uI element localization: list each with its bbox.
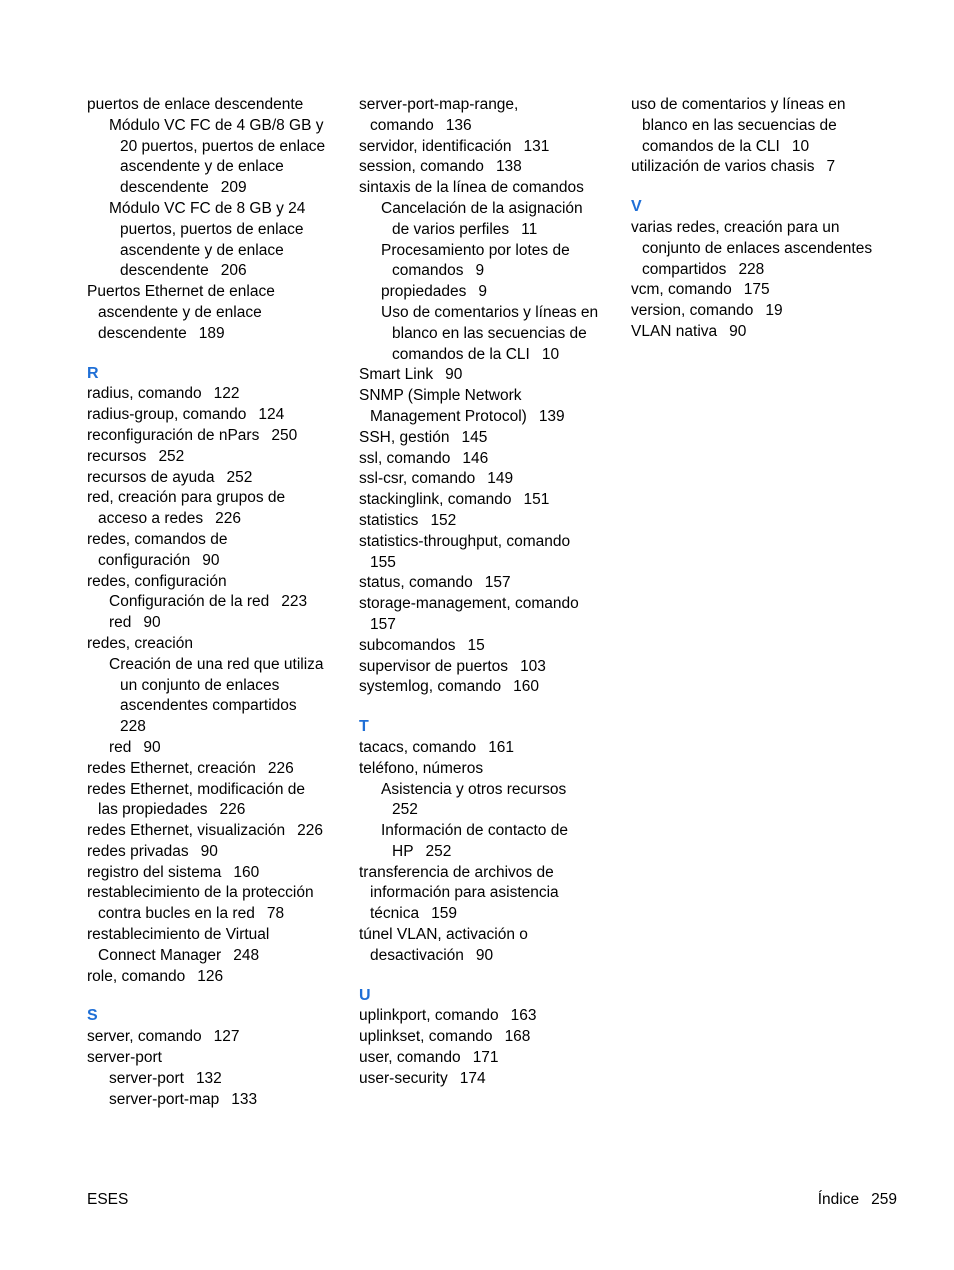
index-entry-text: vcm, comando <box>631 281 732 299</box>
index-column-3 <box>631 95 893 343</box>
index-page-ref[interactable]: 90 <box>200 842 218 860</box>
index-entry-text: redes Ethernet, creación <box>87 759 256 777</box>
index-letter-heading: V <box>631 198 642 216</box>
index-entry-text: comandos de la CLI <box>392 345 530 363</box>
index-page-ref[interactable]: 132 <box>195 1069 222 1087</box>
index-subentry <box>87 592 349 613</box>
index-entry-text: varias redes, creación para un <box>631 218 840 236</box>
index-entry-text: statistics-throughput, comando <box>359 532 571 550</box>
index-page-ref[interactable]: 175 <box>743 281 770 299</box>
index-subentry <box>87 1090 349 1111</box>
index-subentry <box>87 1069 349 1090</box>
index-entry-text: session, comando <box>359 158 484 176</box>
index-entry <box>87 572 349 593</box>
index-subentry <box>87 199 349 282</box>
index-entry-text: recursos <box>87 447 147 465</box>
index-page-ref[interactable]: 10 <box>791 137 810 155</box>
index-entry-text: las propiedades <box>98 801 208 819</box>
index-entry-text: tacacs, comando <box>359 738 477 756</box>
index-entry-text: configuración <box>98 551 191 569</box>
index-entry <box>87 447 349 468</box>
index-page-ref[interactable]: 10 <box>541 345 560 363</box>
index-entry-text: compartidos <box>642 260 727 278</box>
index-entry-text: ascendente y de enlace <box>120 158 284 176</box>
index-entry <box>359 1048 621 1069</box>
index-page-ref[interactable]: 7 <box>826 158 836 176</box>
index-page-ref[interactable]: 226 <box>215 510 241 528</box>
index-page-ref[interactable]: 90 <box>143 614 161 632</box>
index-entry-text: Asistencia y otros recursos <box>381 780 567 798</box>
index-page-ref[interactable]: 174 <box>459 1069 486 1087</box>
index-entry <box>359 738 621 759</box>
index-page-ref[interactable]: 139 <box>538 407 565 425</box>
index-entry <box>359 95 621 137</box>
index-entry-text: Procesamiento por lotes de <box>381 241 570 259</box>
index-entry-text: Creación de una red que utiliza <box>109 655 324 673</box>
index-entry <box>87 634 349 655</box>
index-entry <box>87 1027 349 1048</box>
index-entry-text: uso de comentarios y líneas en <box>631 96 846 113</box>
index-page-ref[interactable]: 122 <box>213 385 240 403</box>
index-page-ref[interactable]: 78 <box>266 905 285 923</box>
index-entry-text: Connect Manager <box>98 946 222 964</box>
index-page-ref[interactable]: 9 <box>478 283 487 301</box>
index-page-ref[interactable]: 157 <box>484 574 511 592</box>
index-entry <box>359 511 621 532</box>
index-page-ref[interactable]: 90 <box>143 738 161 756</box>
index-entry-text: red, creación para grupos de <box>87 489 286 507</box>
index-entry-text: sintaxis de la línea de comandos <box>359 179 584 197</box>
index-entry <box>359 1027 621 1048</box>
index-entry <box>359 1069 621 1090</box>
index-entry-text: subcomandos <box>359 636 456 654</box>
index-page-ref[interactable]: 160 <box>513 678 540 696</box>
index-entry-text: descendente <box>120 179 209 197</box>
index-page-ref[interactable]: 9 <box>475 262 485 280</box>
index-entry-text: teléfono, números <box>359 759 484 777</box>
footer-page-number: 259 <box>871 1191 897 1208</box>
index-subentry <box>87 613 349 634</box>
index-entry-text: comando <box>370 116 434 134</box>
index-entry-text: Puertos Ethernet de enlace <box>87 283 275 301</box>
index-entry <box>87 967 349 988</box>
index-entry-text: descendente <box>120 262 209 280</box>
index-entry-text: redes, comandos de <box>87 530 228 548</box>
index-entry-text: 252 <box>392 801 418 819</box>
index-entry <box>87 1048 349 1069</box>
index-entry-text: server-port <box>87 1049 162 1067</box>
index-entry-text: información para asistencia <box>370 884 559 902</box>
index-page-ref[interactable]: 136 <box>445 116 472 134</box>
index-entry-text: server, comando <box>87 1028 202 1046</box>
index-entry-text: restablecimiento de Virtual <box>87 926 270 944</box>
index-subentry <box>359 821 621 863</box>
index-entry-text: 20 puertos, puertos de enlace <box>120 137 326 155</box>
index-page-ref[interactable]: 133 <box>231 1090 258 1108</box>
index-page-ref[interactable]: 152 <box>430 511 457 529</box>
index-entry <box>631 157 893 178</box>
index-entry-text: ascendente y de enlace <box>120 241 284 259</box>
index-subentry <box>87 116 349 199</box>
index-entry <box>359 925 621 967</box>
index-entry <box>87 925 349 967</box>
index-page-ref[interactable]: 11 <box>521 220 538 238</box>
index-subentry <box>359 241 621 283</box>
index-entry <box>87 282 349 344</box>
index-entry <box>359 137 621 158</box>
index-entry <box>87 842 349 863</box>
index-page-ref[interactable]: 252 <box>425 842 452 860</box>
index-entry-text: túnel VLAN, activación o <box>359 926 528 944</box>
index-entry-text: un conjunto de enlaces <box>120 676 280 694</box>
index-entry <box>631 218 893 280</box>
index-page-ref[interactable]: 226 <box>267 759 294 777</box>
index-entry-text: Información de contacto de <box>381 822 568 840</box>
index-entry-text: propiedades <box>381 283 467 301</box>
index-subentry <box>359 282 621 303</box>
index-entry-text: version, comando <box>631 302 754 320</box>
index-page-ref[interactable]: 15 <box>467 636 485 654</box>
index-entry-text: Configuración de la red <box>109 593 270 611</box>
index-page-ref[interactable]: 146 <box>462 449 489 467</box>
index-entry-text: blanco en las secuencias de <box>642 116 837 134</box>
index-entry <box>631 322 893 343</box>
index-entry <box>87 426 349 447</box>
index-page-ref[interactable]: 163 <box>510 1007 537 1025</box>
index-entry <box>631 301 893 322</box>
index-page-ref[interactable]: 159 <box>431 905 457 923</box>
index-page-ref[interactable]: 90 <box>729 322 747 340</box>
index-entry <box>359 636 621 657</box>
footer-locale: ESES <box>87 1191 129 1208</box>
index-entry-text: systemlog, comando <box>359 678 502 696</box>
index-entry-text: registro del sistema <box>87 863 222 881</box>
index-entry-text: reconfiguración de nPars <box>87 426 260 444</box>
index-entry <box>359 1006 621 1027</box>
index-entry <box>359 386 621 428</box>
index-page-ref[interactable]: 149 <box>487 470 514 488</box>
index-page-ref[interactable]: 145 <box>461 428 488 446</box>
index-page-ref[interactable]: 138 <box>495 158 522 176</box>
index-entry-text: de varios perfiles <box>392 220 510 238</box>
index-entry-text: user-security <box>359 1069 448 1087</box>
index-entry-text: blanco en las secuencias de <box>392 324 587 342</box>
index-entry <box>359 759 621 780</box>
index-entry-text: statistics <box>359 511 419 529</box>
index-entry-text: puertos, puertos de enlace <box>120 220 304 238</box>
index-entry-text: técnica <box>370 905 420 923</box>
index-entry-text: comandos <box>392 262 464 280</box>
footer-section-label: Índice <box>817 1191 860 1208</box>
index-entry-text: puertos de enlace descendente <box>87 96 304 113</box>
index-entry <box>87 863 349 884</box>
index-entry <box>631 280 893 301</box>
index-entry-text: ascendentes compartidos <box>120 697 297 715</box>
index-page-ref[interactable]: 226 <box>297 822 324 840</box>
index-entry-text: descendente <box>98 324 187 342</box>
index-letter-heading: U <box>359 986 371 1004</box>
index-entry-text: user, comando <box>359 1049 461 1067</box>
index-entry-text: 157 <box>370 615 396 633</box>
index-entry-text: ascendente y de enlace <box>98 303 262 321</box>
index-entry-text: server-port-map <box>109 1090 220 1108</box>
index-letter-heading: R <box>87 364 99 382</box>
index-column-1 <box>87 95 349 1110</box>
index-entry-text: ssl-csr, comando <box>359 470 476 488</box>
index-entry-text: servidor, identificación <box>359 137 512 155</box>
index-entry <box>359 469 621 490</box>
index-letter-heading: T <box>359 718 369 736</box>
index-entry-text: redes Ethernet, visualización <box>87 822 286 840</box>
index-entry <box>359 178 621 199</box>
index-page-ref[interactable]: 127 <box>213 1028 240 1046</box>
index-entry-text: utilización de varios chasis <box>631 158 815 176</box>
index-subentry <box>359 303 621 365</box>
index-entry <box>87 780 349 822</box>
index-entry-text: acceso a redes <box>98 510 204 528</box>
index-subentry <box>87 738 349 759</box>
index-entry-text: status, comando <box>359 574 473 592</box>
index-entry-text: transferencia de archivos de <box>359 863 554 881</box>
index-page-ref[interactable]: 124 <box>258 406 285 424</box>
index-entry-text: 228 <box>120 718 146 736</box>
index-page-ref[interactable]: 189 <box>198 324 225 342</box>
index-page-ref[interactable]: 126 <box>197 967 224 985</box>
index-entry <box>87 530 349 572</box>
index-entry <box>87 468 349 489</box>
index-entry-text: Módulo VC FC de 4 GB/8 GB y <box>109 116 324 134</box>
index-page-ref[interactable]: 90 <box>202 551 220 569</box>
index-entry-text: server-port-map-range, <box>359 96 519 113</box>
index-page-ref[interactable]: 90 <box>475 946 494 964</box>
index-page-ref[interactable]: 250 <box>271 426 298 444</box>
index-subentry <box>87 655 349 738</box>
index-entry-text: redes, configuración <box>87 572 227 590</box>
index-entry <box>359 573 621 594</box>
index-page-ref[interactable]: 19 <box>765 302 783 320</box>
index-entry-text: HP <box>392 842 414 860</box>
index-entry-text: recursos de ayuda <box>87 468 215 486</box>
index-entry-text: Módulo VC FC de 8 GB y 24 <box>109 199 306 217</box>
index-column-2 <box>359 95 621 1090</box>
index-entry <box>359 863 621 925</box>
index-entry-text: supervisor de puertos <box>359 657 509 675</box>
index-entry-text: redes, creación <box>87 634 193 652</box>
index-entry <box>359 594 621 636</box>
index-entry-text: conjunto de enlaces ascendentes <box>642 239 873 257</box>
index-entry <box>359 677 621 698</box>
index-entry-text: uplinkset, comando <box>359 1028 493 1046</box>
index-subentry <box>359 199 621 241</box>
footer-left <box>87 1190 128 1210</box>
index-letter-heading: S <box>87 1007 98 1025</box>
index-entry <box>87 384 349 405</box>
index-page-ref[interactable]: 248 <box>233 946 260 964</box>
index-entry <box>359 157 621 178</box>
index-entry <box>359 490 621 511</box>
index-entry-text: comandos de la CLI <box>642 137 780 155</box>
index-entry-text: redes privadas <box>87 842 189 860</box>
index-entry-text: redes Ethernet, modificación de <box>87 780 305 798</box>
index-entry <box>87 883 349 925</box>
index-page-ref[interactable]: 223 <box>281 593 308 611</box>
footer-right <box>818 1190 897 1210</box>
index-entry <box>359 428 621 449</box>
index-page-ref[interactable]: 90 <box>445 366 463 384</box>
index-entry-text: stackinglink, comando <box>359 491 512 509</box>
index-entry-text: desactivación <box>370 946 464 964</box>
index-entry <box>359 657 621 678</box>
index-page-ref[interactable]: 228 <box>738 260 765 278</box>
index-entry-text: storage-management, comando <box>359 595 579 613</box>
index-entry-text: Uso de comentarios y líneas en <box>381 303 599 321</box>
index-entry-text: SSH, gestión <box>359 428 450 446</box>
index-entry-text: radius, comando <box>87 385 202 403</box>
index-entry-text: contra bucles en la red <box>98 905 255 923</box>
index-entry <box>87 759 349 780</box>
index-entry-text: SNMP (Simple Network <box>359 387 522 405</box>
index-page-ref[interactable]: 252 <box>158 447 185 465</box>
index-entry-text: role, comando <box>87 967 186 985</box>
index-entry-text: Smart Link <box>359 366 434 384</box>
index-entry <box>87 95 349 116</box>
index-page-ref[interactable]: 252 <box>226 468 253 486</box>
index-entry-text: ssl, comando <box>359 449 451 467</box>
index-page-ref[interactable]: 131 <box>523 137 550 155</box>
index-page-ref[interactable]: 209 <box>220 179 247 197</box>
index-subentry <box>359 780 621 822</box>
index-entry-text: server-port <box>109 1069 184 1087</box>
index-entry <box>87 405 349 426</box>
index-entry <box>631 95 893 157</box>
index-entry-text: radius-group, comando <box>87 406 247 424</box>
index-page-ref[interactable]: 171 <box>472 1049 499 1067</box>
index-entry <box>359 365 621 386</box>
index-entry-text: red <box>109 614 132 632</box>
index-entry-text: Cancelación de la asignación <box>381 199 583 217</box>
index-page-ref[interactable]: 168 <box>504 1028 531 1046</box>
index-page-ref[interactable]: 226 <box>219 801 246 819</box>
index-entry <box>87 821 349 842</box>
index-page-ref[interactable]: 103 <box>520 657 546 675</box>
index-entry-text: uplinkport, comando <box>359 1007 499 1025</box>
index-page-ref[interactable]: 151 <box>523 491 550 509</box>
index-page-ref[interactable]: 161 <box>488 738 515 756</box>
index-entry-text: Management Protocol) <box>370 407 527 425</box>
index-entry <box>87 488 349 530</box>
index-entry <box>359 532 621 574</box>
index-page-ref[interactable]: 206 <box>220 262 247 280</box>
index-entry <box>359 449 621 470</box>
index-page-ref[interactable]: 160 <box>233 863 260 881</box>
index-entry-text: 155 <box>370 553 396 571</box>
index-entry-text: restablecimiento de la protección <box>87 884 314 902</box>
index-entry-text: VLAN nativa <box>631 322 718 340</box>
index-entry-text: red <box>109 738 132 756</box>
